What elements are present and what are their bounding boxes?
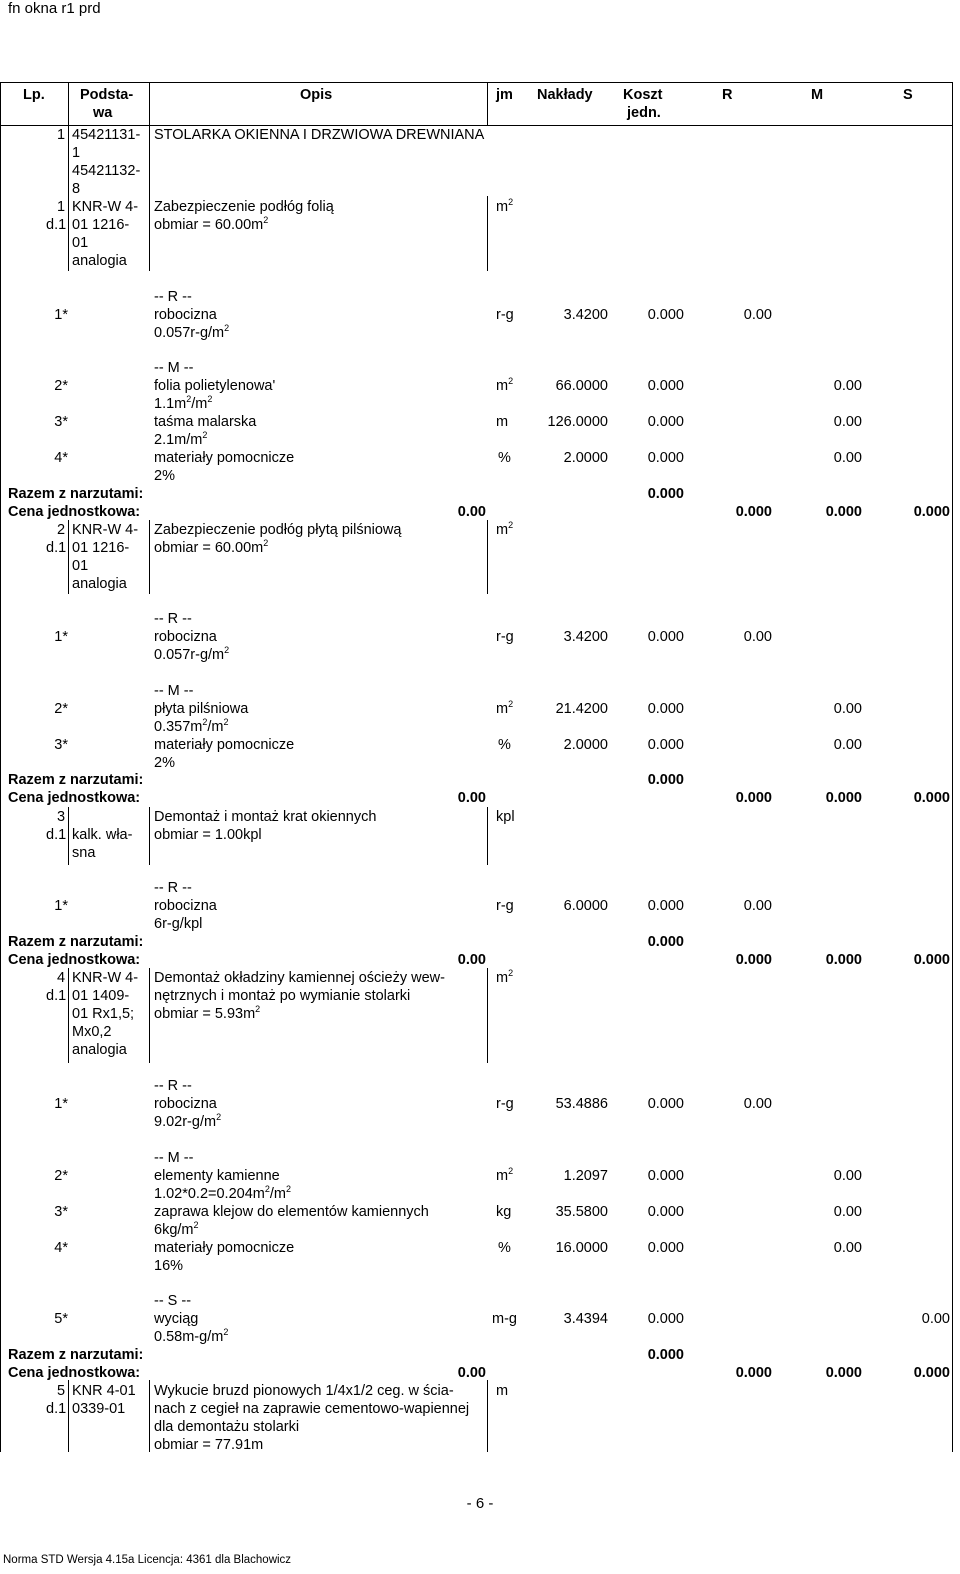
cena-m: 0.000: [825, 952, 862, 968]
resource-cost: 0.000: [647, 450, 684, 466]
item-basis-line: analogia: [72, 1042, 127, 1058]
resource-norm: $2.1m/m^2$: [154, 430, 208, 448]
cena-s: 0.000: [913, 504, 950, 520]
resource-qty: 21.4200: [555, 701, 608, 717]
resource-id: 2*: [54, 378, 68, 394]
cena-m: 0.000: [825, 1365, 862, 1381]
resource-m: 0.00: [833, 1240, 862, 1256]
resource-id: 2*: [54, 1168, 68, 1184]
item-number: 2: [57, 522, 66, 538]
cena-label: Cena jednostkowa:: [8, 952, 141, 968]
item-obmiar: obmiar = 1.00kpl: [154, 827, 262, 843]
header-opis: Opis: [300, 87, 333, 103]
resource-qty: 6.0000: [563, 898, 608, 914]
resource-name: elementy kamienne: [154, 1168, 280, 1184]
resource-id: 3*: [54, 737, 68, 753]
resource-name: robocizna: [154, 1096, 217, 1112]
cena-s: 0.000: [913, 790, 950, 806]
item-description: Wykucie bruzd pionowych 1/4x1/2 ceg. w ścia-: [154, 1383, 454, 1399]
item-basis-line: 01: [72, 558, 89, 574]
resource-m: 0.00: [833, 378, 862, 394]
cena-m: 0.000: [825, 504, 862, 520]
item-number: 3: [57, 809, 66, 825]
col-divider: [68, 82, 69, 126]
col-divider: [68, 125, 69, 271]
resource-name: zaprawa klejow do elementów kamiennych: [154, 1204, 429, 1220]
resource-qty: 3.4394: [563, 1311, 608, 1327]
item-basis-line: 01 Rx1,5;: [72, 1006, 135, 1022]
header-naklady: Nakłady: [537, 87, 593, 103]
item-basis-line: KNR-W 4-: [72, 199, 139, 215]
item-unit: kpl: [496, 809, 515, 825]
header-podstawa-2: wa: [93, 105, 113, 121]
m-header: -- M --: [154, 360, 194, 376]
resource-cost: 0.000: [647, 1204, 684, 1220]
item-number: 4: [57, 970, 66, 986]
resource-cost: 0.000: [647, 1311, 684, 1327]
page-number: - 6 -: [466, 1495, 494, 1512]
item-dnumber: d.1: [46, 1401, 67, 1417]
resource-id: 1*: [54, 307, 68, 323]
resource-name: materiały pomocnicze: [154, 1240, 295, 1256]
resource-norm: $1.02*0.2=0.204m^2/m^2$: [154, 1184, 291, 1202]
document-title: fn okna r1 prd: [8, 0, 101, 17]
resource-qty: 16.0000: [555, 1240, 608, 1256]
r-header: -- R --: [154, 1078, 192, 1094]
resource-r: 0.00: [743, 629, 772, 645]
cena-label: Cena jednostkowa:: [8, 1365, 141, 1381]
resource-cost: 0.000: [647, 629, 684, 645]
resource-name: robocizna: [154, 898, 217, 914]
resource-cost: 0.000: [647, 307, 684, 323]
resource-name: wyciąg: [154, 1311, 199, 1327]
r-header: -- R --: [154, 611, 192, 627]
m-header: -- M --: [154, 1150, 194, 1166]
col-divider: [149, 1380, 150, 1452]
item-basis-line: sna: [72, 845, 96, 861]
col-divider: [68, 807, 69, 865]
cena-s: 0.000: [913, 1365, 950, 1381]
col-divider: [487, 807, 488, 865]
cena-r: 0.000: [735, 504, 772, 520]
s-header: -- S --: [154, 1293, 192, 1309]
resource-qty: 53.4886: [555, 1096, 608, 1112]
item-obmiar: obmiar = $60.00m^2$: [154, 538, 269, 556]
section-title: STOLARKA OKIENNA I DRZWIOWA DREWNIANA: [154, 127, 485, 143]
item-basis-line: kalk. wła-: [72, 827, 133, 843]
resource-name: materiały pomocnicze: [154, 737, 295, 753]
col-divider: [149, 125, 150, 271]
resource-qty: 2.0000: [563, 737, 608, 753]
col-divider: [68, 1380, 69, 1452]
resource-unit: $m^2$: [496, 376, 514, 394]
item-obmiar: obmiar = 77.91m: [154, 1437, 264, 1453]
section-basis-line: 45421131-: [72, 127, 141, 143]
razem-label: Razem z narzutami:: [8, 934, 144, 950]
header-lp: Lp.: [23, 87, 45, 103]
r-header: -- R --: [154, 289, 192, 305]
item-dnumber: d.1: [46, 217, 67, 233]
item-basis-line: analogia: [72, 253, 127, 269]
col-divider: [149, 82, 150, 126]
resource-qty: 126.0000: [547, 414, 608, 430]
header-m: M: [811, 87, 824, 103]
resource-cost: 0.000: [647, 898, 684, 914]
item-obmiar: obmiar = $60.00m^2$: [154, 215, 269, 233]
m-header: -- M --: [154, 683, 194, 699]
resource-unit: r-g: [496, 898, 514, 914]
item-description: dla demontażu stolarki: [154, 1419, 300, 1435]
resource-unit: %: [498, 450, 511, 466]
resource-m: 0.00: [833, 737, 862, 753]
resource-norm: 16%: [154, 1258, 184, 1274]
item-basis-line: KNR-W 4-: [72, 970, 139, 986]
cena-value: 0.00: [457, 952, 486, 968]
cena-value: 0.00: [457, 504, 486, 520]
table-border-left: [0, 82, 1, 1452]
item-dnumber: d.1: [46, 540, 67, 556]
resource-m: 0.00: [833, 1204, 862, 1220]
r-header: -- R --: [154, 880, 192, 896]
resource-id: 2*: [54, 701, 68, 717]
header-jm: jm: [496, 87, 513, 103]
item-unit: $m^2$: [496, 197, 514, 215]
item-unit: $m^2$: [496, 520, 514, 538]
item-basis-line: KNR 4-01: [72, 1383, 136, 1399]
razem-value: 0.000: [647, 934, 684, 950]
item-basis-line: Mx0,2: [72, 1024, 112, 1040]
section-basis-line: 8: [72, 181, 81, 197]
header-s: S: [903, 87, 913, 103]
footer-license: Norma STD Wersja 4.15a Licencja: 4361 dla Blachowicz: [3, 1554, 292, 1566]
resource-unit: m-g: [492, 1311, 517, 1327]
resource-unit: $m^2$: [496, 1166, 514, 1184]
section-lp: 1: [57, 127, 66, 143]
item-basis-line: KNR-W 4-: [72, 522, 139, 538]
resource-id: 3*: [54, 1204, 68, 1220]
col-divider: [68, 968, 69, 1063]
resource-id: 1*: [54, 898, 68, 914]
resource-r: 0.00: [743, 898, 772, 914]
header-podstawa: Podsta-: [80, 87, 134, 103]
table-border-top: [0, 82, 953, 83]
resource-norm: $6kg/m^2$: [154, 1220, 199, 1238]
section-basis-line: 45421132-: [72, 163, 141, 179]
item-description: Demontaż i montaż krat okiennych: [154, 809, 377, 825]
item-description: nętrznych i montaż po wymianie stolarki: [154, 988, 411, 1004]
razem-value: 0.000: [647, 1347, 684, 1363]
razem-value: 0.000: [647, 772, 684, 788]
razem-label: Razem z narzutami:: [8, 1347, 144, 1363]
resource-id: 3*: [54, 414, 68, 430]
resource-name: robocizna: [154, 307, 217, 323]
resource-id: 1*: [54, 629, 68, 645]
table-border-right: [952, 82, 953, 1452]
resource-qty: 66.0000: [555, 378, 608, 394]
cena-value: 0.00: [457, 1365, 486, 1381]
resource-r: 0.00: [743, 307, 772, 323]
item-basis-line: 01: [72, 235, 89, 251]
razem-label: Razem z narzutami:: [8, 772, 144, 788]
resource-name: folia polietylenowa': [154, 378, 276, 394]
item-number: 1: [57, 199, 66, 215]
resource-unit: r-g: [496, 1096, 514, 1112]
razem-value: 0.000: [647, 486, 684, 502]
col-divider: [149, 520, 150, 594]
cena-m: 0.000: [825, 790, 862, 806]
resource-m: 0.00: [833, 414, 862, 430]
resource-unit: kg: [496, 1204, 512, 1220]
resource-unit: r-g: [496, 307, 514, 323]
resource-cost: 0.000: [647, 1240, 684, 1256]
item-dnumber: d.1: [46, 988, 67, 1004]
item-unit: $m^2$: [496, 968, 514, 986]
header-koszt-2: jedn.: [627, 105, 661, 121]
resource-norm: $0.057r-g/m^2$: [154, 645, 230, 663]
cena-label: Cena jednostkowa:: [8, 504, 141, 520]
item-unit: m: [496, 1383, 509, 1399]
resource-unit: m: [496, 414, 509, 430]
resource-m: 0.00: [833, 450, 862, 466]
resource-id: 4*: [54, 1240, 68, 1256]
cena-r: 0.000: [735, 952, 772, 968]
resource-name: materiały pomocnicze: [154, 450, 295, 466]
resource-norm: 2%: [154, 755, 175, 771]
resource-norm: $0.357m^2/m^2$: [154, 717, 229, 735]
resource-cost: 0.000: [647, 414, 684, 430]
resource-name: robocizna: [154, 629, 217, 645]
resource-norm: $0.057r-g/m^2$: [154, 323, 230, 341]
resource-norm: $0.58m-g/m^2$: [154, 1327, 229, 1345]
item-description: nach z cegieł na zaprawie cementowo-wapiennej: [154, 1401, 470, 1417]
resource-qty: 1.2097: [563, 1168, 608, 1184]
resource-norm: $1.1m^2/m^2$: [154, 394, 213, 412]
header-r: R: [722, 87, 733, 103]
resource-name: taśma malarska: [154, 414, 257, 430]
section-basis-line: 1: [72, 145, 81, 161]
item-basis-line: 01 1216-: [72, 540, 130, 556]
razem-label: Razem z narzutami:: [8, 486, 144, 502]
resource-qty: 3.4200: [563, 307, 608, 323]
item-description: Zabezpieczenie podłóg płytą pilśniową: [154, 522, 402, 538]
resource-m: 0.00: [833, 701, 862, 717]
cena-label: Cena jednostkowa:: [8, 790, 141, 806]
resource-qty: 2.0000: [563, 450, 608, 466]
resource-cost: 0.000: [647, 1096, 684, 1112]
resource-unit: %: [498, 1240, 511, 1256]
col-divider: [68, 520, 69, 594]
resource-id: 5*: [54, 1311, 68, 1327]
item-obmiar: obmiar = $5.93m^2$: [154, 1004, 261, 1022]
item-dnumber: d.1: [46, 827, 67, 843]
item-basis-line: 01 1216-: [72, 217, 130, 233]
resource-cost: 0.000: [647, 737, 684, 753]
col-divider: [487, 196, 488, 271]
col-divider: [149, 807, 150, 865]
cena-r: 0.000: [735, 1365, 772, 1381]
col-divider: [487, 520, 488, 594]
resource-unit: r-g: [496, 629, 514, 645]
resource-unit: %: [498, 737, 511, 753]
cena-r: 0.000: [735, 790, 772, 806]
item-number: 5: [57, 1383, 66, 1399]
resource-cost: 0.000: [647, 701, 684, 717]
header-koszt: Koszt: [623, 87, 663, 103]
resource-id: 4*: [54, 450, 68, 466]
item-description: Zabezpieczenie podłóg folią: [154, 199, 334, 215]
resource-name: płyta pilśniowa: [154, 701, 249, 717]
cena-value: 0.00: [457, 790, 486, 806]
resource-s: 0.00: [921, 1311, 950, 1327]
item-basis-line: 01 1409-: [72, 988, 130, 1004]
resource-qty: 35.5800: [555, 1204, 608, 1220]
col-divider: [487, 1380, 488, 1452]
item-basis-line: 0339-01: [72, 1401, 126, 1417]
item-description: Demontaż okładziny kamiennej ościeży wew-: [154, 970, 445, 986]
resource-unit: $m^2$: [496, 699, 514, 717]
resource-norm: 2%: [154, 468, 175, 484]
cena-s: 0.000: [913, 952, 950, 968]
resource-id: 1*: [54, 1096, 68, 1112]
resource-m: 0.00: [833, 1168, 862, 1184]
resource-qty: 3.4200: [563, 629, 608, 645]
col-divider: [487, 968, 488, 1063]
resource-r: 0.00: [743, 1096, 772, 1112]
item-basis-line: analogia: [72, 576, 127, 592]
resource-norm: 6r-g/kpl: [154, 916, 203, 932]
resource-cost: 0.000: [647, 378, 684, 394]
resource-norm: $9.02r-g/m^2$: [154, 1112, 222, 1130]
col-divider: [487, 82, 488, 126]
resource-cost: 0.000: [647, 1168, 684, 1184]
col-divider: [149, 968, 150, 1063]
